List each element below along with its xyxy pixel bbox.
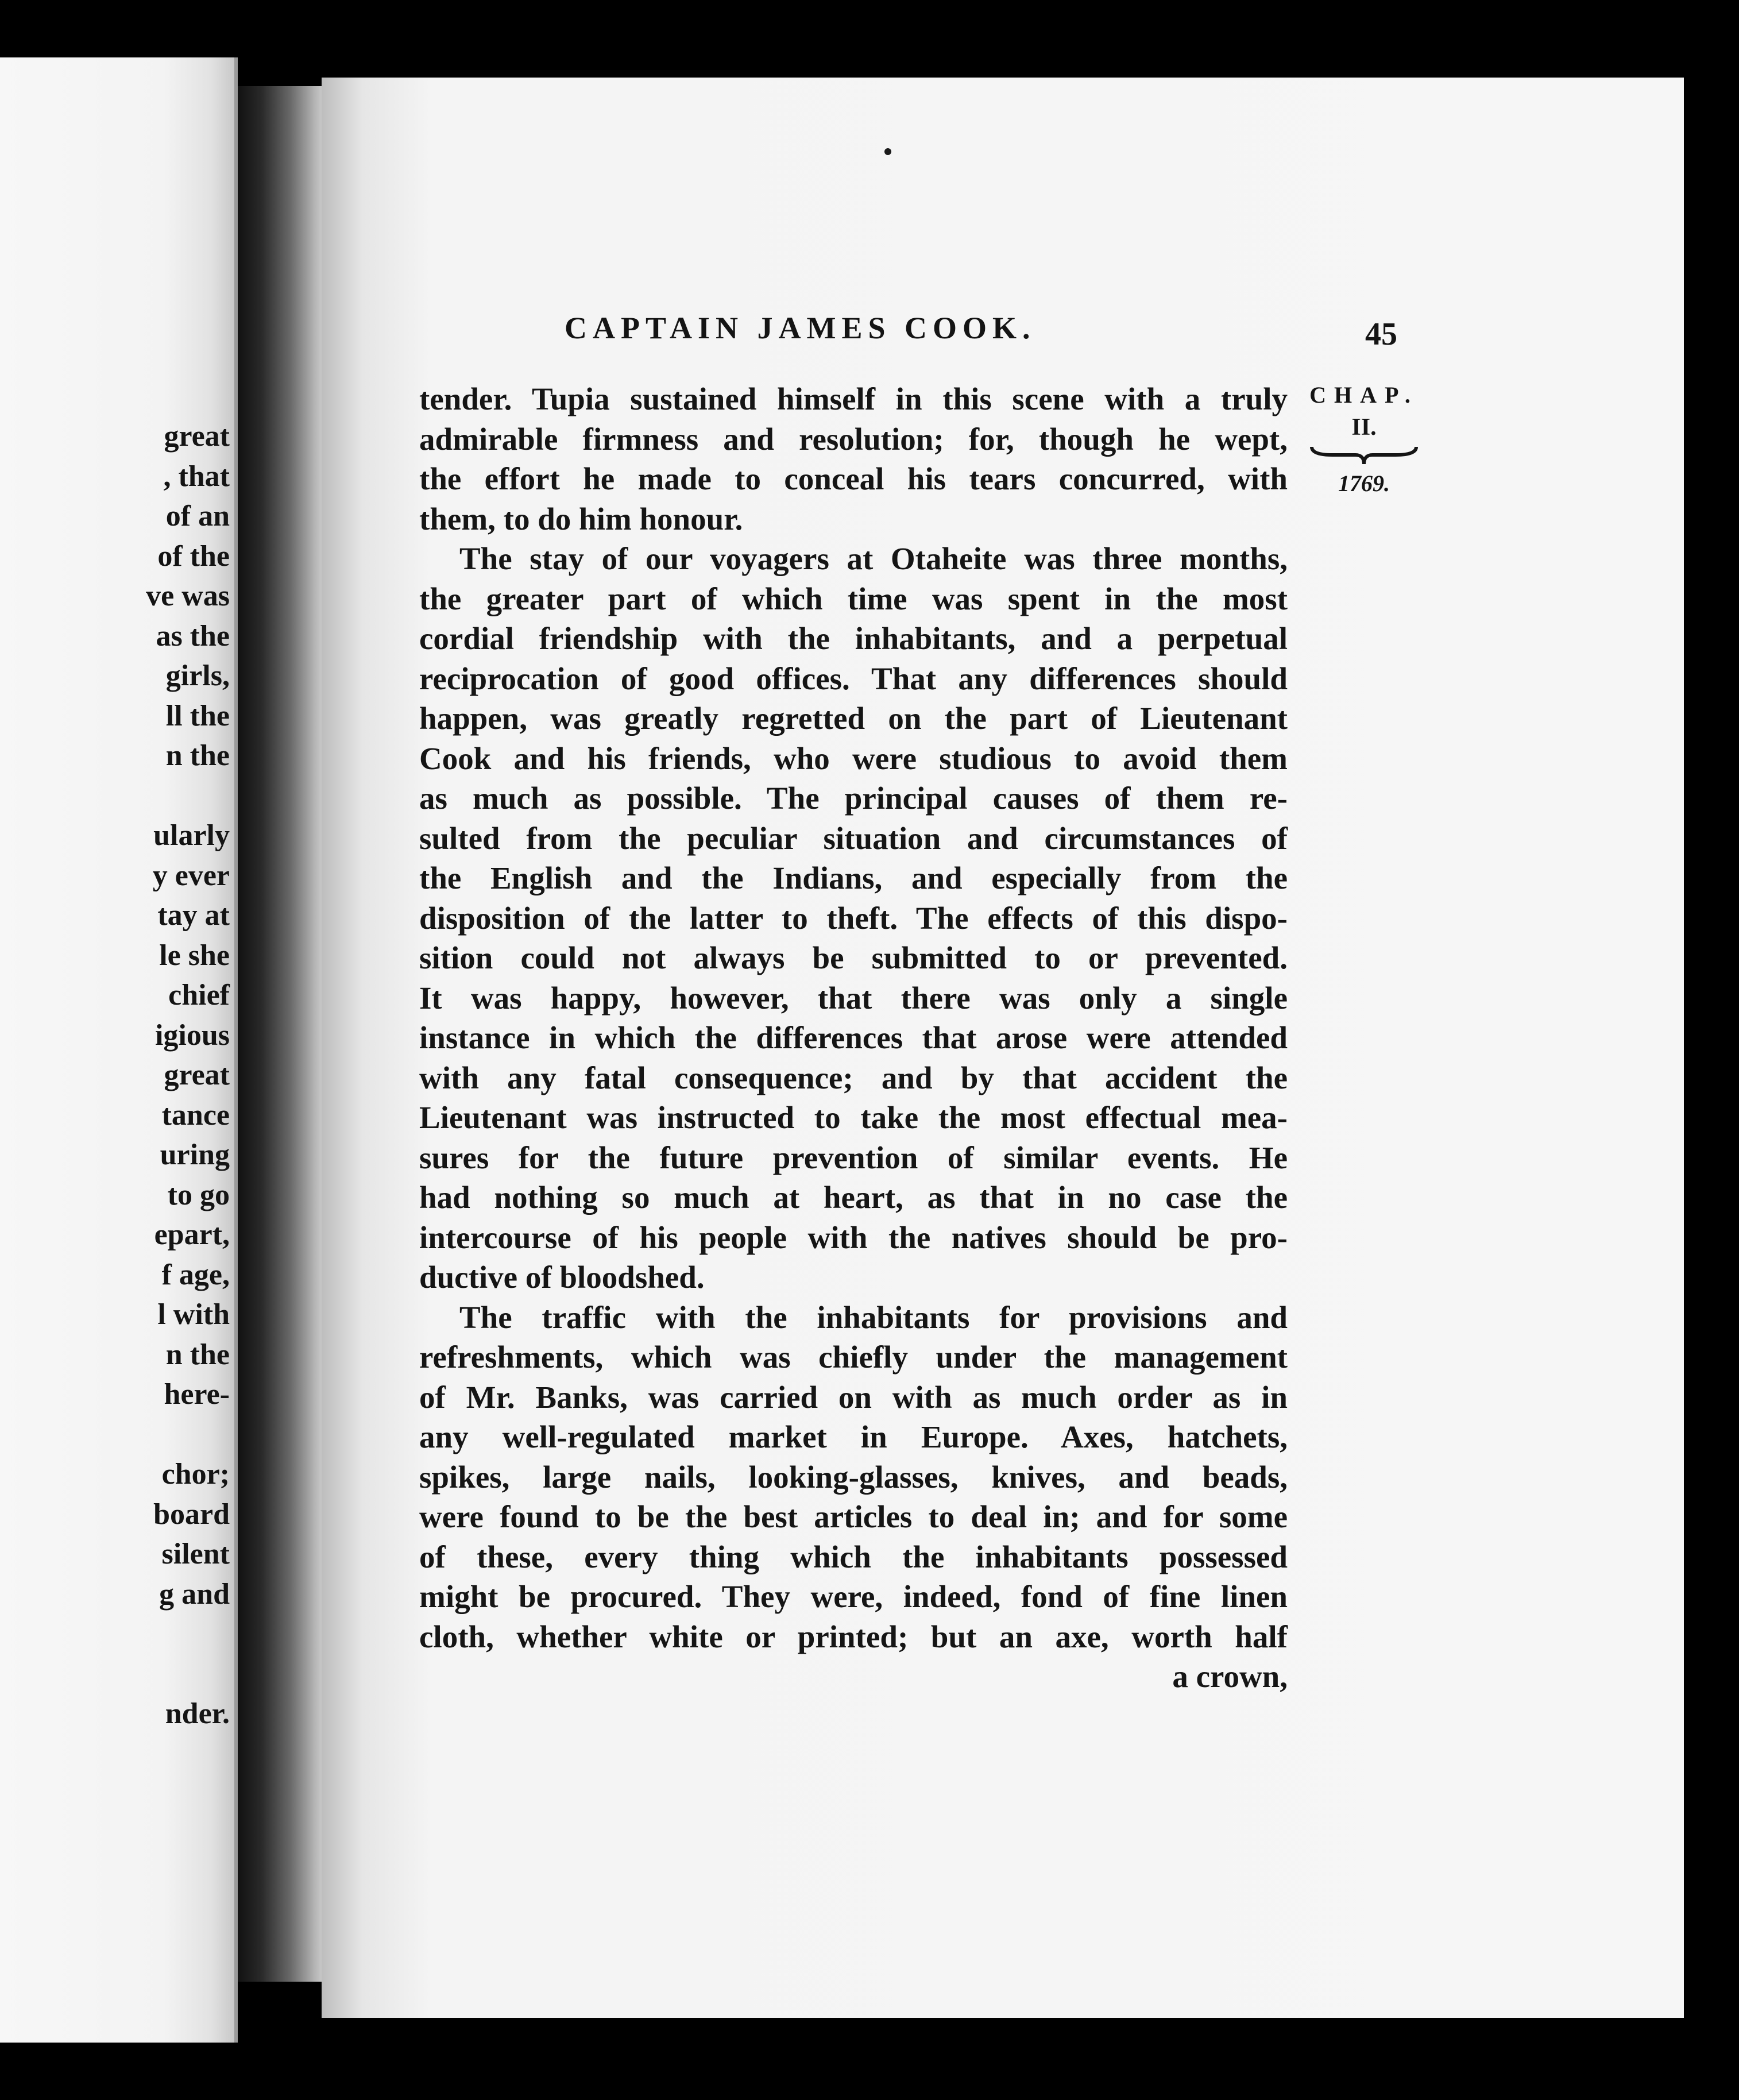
- facing-page-line-fragment: silent: [161, 1538, 230, 1570]
- facing-page-line-fragment: le she: [159, 939, 230, 972]
- text-line: reciprocation of good offices. That any differences should: [419, 661, 1288, 696]
- running-head: CAPTAIN JAMES COOK.: [565, 311, 1036, 345]
- chapter-margin-note: [1298, 379, 1430, 500]
- chapter-number: II.: [1351, 414, 1377, 441]
- text-line: sulted from the peculiar situation and circumstances of: [419, 820, 1288, 856]
- ink-speck: [884, 148, 891, 155]
- text-line: of Mr. Banks, was carried on with as much order as in: [419, 1379, 1288, 1415]
- text-line: cordial friendship with the inhabitants, and a perpetual: [419, 621, 1288, 656]
- text-line: The stay of our voyagers at Otaheite was three months,: [459, 541, 1288, 576]
- facing-page-line-fragment: chor;: [161, 1458, 230, 1491]
- text-line: of these, every thing which the inhabitants possessed: [419, 1539, 1288, 1574]
- facing-page-line-fragment: [0, 1415, 230, 1455]
- facing-page-line-fragment: f age,: [161, 1258, 230, 1291]
- text-line: spikes, large nails, looking-glasses, knives, and beads,: [419, 1459, 1288, 1495]
- facing-page-line-fragment: [0, 776, 230, 816]
- book-gutter-shadow: [238, 86, 334, 1982]
- facing-page-line-fragment: g and: [159, 1577, 230, 1611]
- facing-page-line-fragment: ularly: [153, 819, 230, 852]
- text-line: had nothing so much at heart, as that in no case the: [419, 1180, 1288, 1215]
- facing-page-line-fragment: girls,: [165, 659, 230, 692]
- text-line: disposition of the latter to theft. The effects of this dispo-: [419, 900, 1288, 936]
- text-line: the effort he made to conceal his tears concurred, with: [419, 461, 1288, 496]
- text-line: admirable firmness and resolution; for, though he wept,: [419, 421, 1288, 457]
- text-line: Cook and his friends, who were studious to avoid them: [419, 740, 1288, 776]
- facing-page-line-fragment: ve was: [146, 580, 230, 612]
- page-number: 45: [1365, 316, 1397, 352]
- text-line: instance in which the differences that arose were attended: [419, 1020, 1288, 1055]
- facing-page-line-fragment: y ever: [152, 859, 230, 892]
- text-line: the greater part of which time was spent in the most: [419, 581, 1288, 616]
- facing-page-line-fragment: uring: [160, 1138, 230, 1171]
- facing-page-line-fragment: [0, 1614, 230, 1654]
- text-line: the English and the Indians, and especially from the: [419, 860, 1288, 895]
- margin-year: 1769.: [1338, 470, 1390, 496]
- facing-page-line-fragment: great: [164, 420, 230, 453]
- text-line: intercourse of his people with the natives should be pro-: [419, 1219, 1288, 1255]
- facing-page-line-fragment: great: [164, 1059, 230, 1091]
- facing-page-text: [0, 416, 230, 1734]
- facing-page-line-fragment: of the: [157, 539, 230, 573]
- facing-page-line-fragment: board: [153, 1497, 230, 1531]
- facing-page-fragment: [0, 57, 238, 2043]
- facing-page-line-fragment: to go: [167, 1178, 230, 1211]
- text-line: cloth, whether white or printed; but an axe, worth half: [419, 1619, 1288, 1654]
- facing-page-line-fragment: [0, 1654, 230, 1694]
- facing-page-line-fragment: , that: [163, 460, 230, 493]
- text-line: happen, was greatly regretted on the part of Lieutenant: [419, 701, 1288, 736]
- facing-page-line-fragment: igious: [154, 1018, 230, 1052]
- facing-page-line-fragment: here-: [164, 1378, 230, 1411]
- facing-page-line-fragment: of an: [165, 500, 230, 532]
- text-line: It was happy, however, that there was only a single: [419, 980, 1288, 1016]
- text-line: sition could not always be submitted to or prevented.: [419, 940, 1288, 975]
- facing-page-line-fragment: n the: [165, 1338, 230, 1371]
- text-line: ductive of bloodshed.: [419, 1260, 705, 1295]
- facing-page-line-fragment: chief: [168, 979, 230, 1012]
- text-line: as much as possible. The principal causes of them re-: [419, 781, 1288, 816]
- chapter-label: CHAP.: [1309, 382, 1419, 408]
- facing-page-line-fragment: epart,: [154, 1218, 230, 1251]
- text-line: The traffic with the inhabitants for provisions and: [459, 1299, 1288, 1335]
- brace-icon: [1309, 445, 1419, 468]
- facing-page-line-fragment: tance: [161, 1098, 230, 1132]
- text-line: tender. Tupia sustained himself in this scene with a truly: [419, 381, 1288, 416]
- text-line: refreshments, which was chiefly under the management: [419, 1339, 1288, 1375]
- facing-page-line-fragment: n the: [165, 739, 230, 772]
- facing-page-line-fragment: as the: [156, 619, 230, 653]
- text-line: sures for the future prevention of similar events. He: [419, 1140, 1288, 1175]
- facing-page-line-fragment: ll the: [165, 699, 230, 732]
- facing-page-line-fragment: l with: [157, 1298, 230, 1331]
- text-line: them, to do him honour.: [419, 501, 743, 536]
- text-line: with any fatal consequence; and by that accident the: [419, 1060, 1288, 1095]
- text-line: might be procured. They were, indeed, fond of fine linen: [419, 1579, 1288, 1614]
- page-body-text: [419, 379, 1288, 1697]
- facing-page-line-fragment: tay at: [157, 899, 230, 932]
- text-line: any well-regulated market in Europe. Axes, hatchets,: [419, 1419, 1288, 1454]
- text-line: Lieutenant was instructed to take the most effectual mea-: [419, 1100, 1288, 1135]
- text-line: were found to be the best articles to deal in; and for some: [419, 1499, 1288, 1534]
- facing-page-line-fragment: nder.: [165, 1697, 230, 1730]
- text-line: a crown,: [1172, 1659, 1288, 1694]
